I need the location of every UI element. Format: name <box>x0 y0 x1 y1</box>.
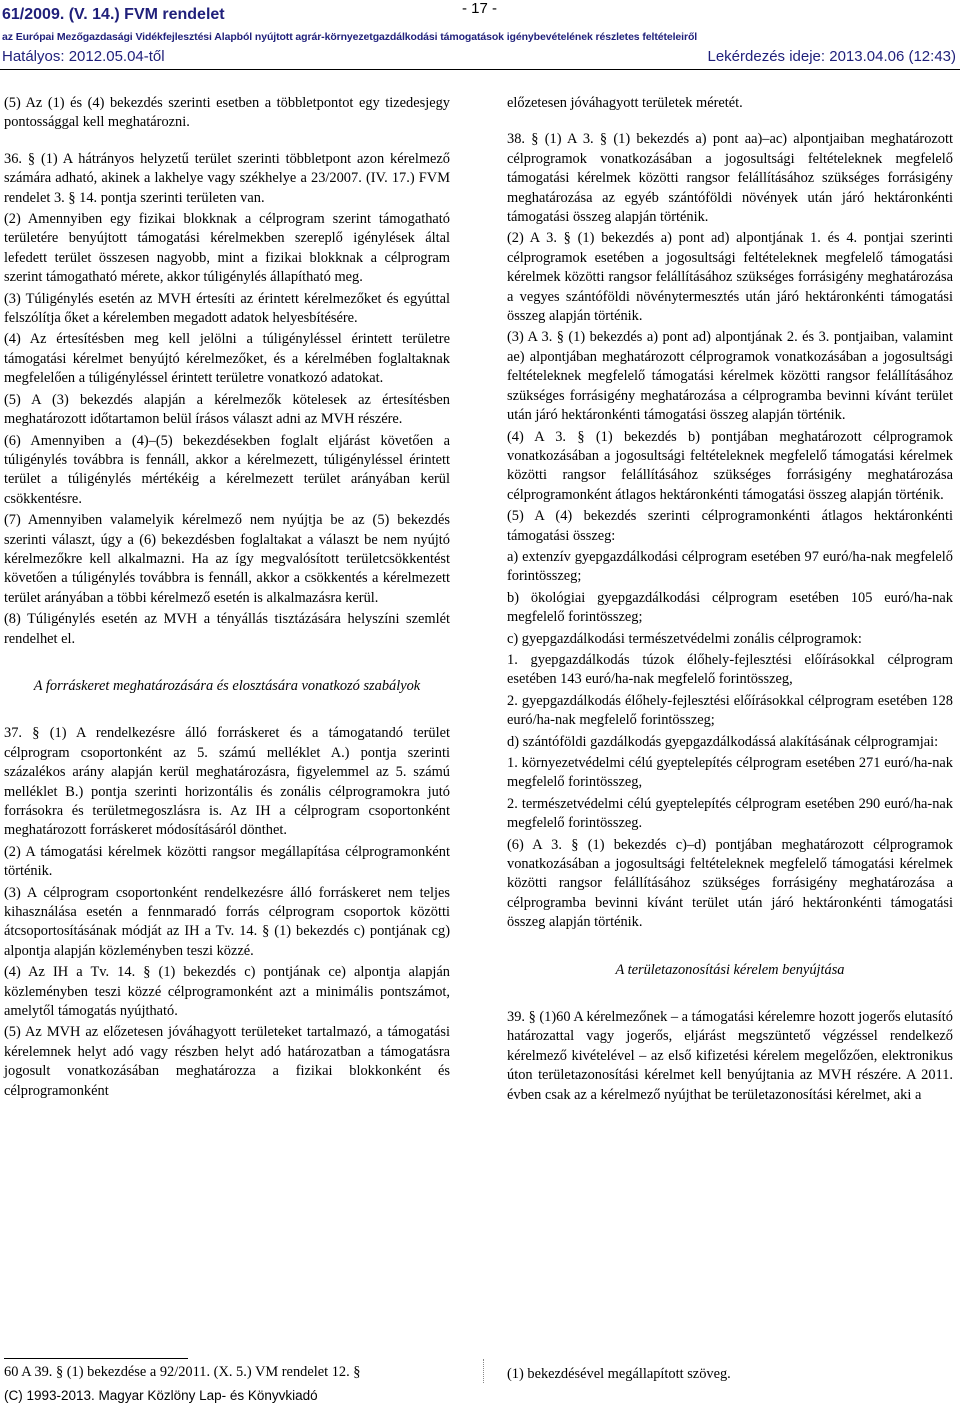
header-divider <box>0 69 960 70</box>
section-39-paragraph: 39. § (1)60 A kérelmezőnek – a támogatási kérelemre hozott jogerős elutasító határozattal vagy jogerős, eljárást megszüntető végzéssel rendelkező kérelmező kivételével – az első kifizetési kérelem megelőzően, elektronikus úton területazonosítási kérelmet kell benyújtania az MVH részére. A 2011. évben csak az a kérelmező nyújthat be területazonosítási kérelmet, aki a <box>507 1009 953 1103</box>
paragraph: (4) Az értesítésben meg kell jelölni a túligényléssel érintett területre támogatási kérelmet benyújtó kérelmezőket, és a kérelmében foglaltaknak megfelelően a túligényléssel érintett területre vonatkozó adatokat. <box>4 331 450 387</box>
footnote-column-separator <box>483 1359 485 1383</box>
paragraph: előzetesen jóváhagyott területek méretét. <box>507 95 743 111</box>
paragraph: (4) Az IH a Tv. 14. § (1) bekezdés c) pontjának ce) alpontja alapján közleményben teszi közzé célprogramonként azt a minimális pontszámot, amelytől támogatás nyújtható. <box>4 964 450 1020</box>
paragraph: (3) A 3. § (1) bekezdés a) pont ad) alpontjának 2. és 3. pontjaiban, valamint ae) alpontjában meghatározott célprogramok vonatkozásában a jogosultsági feltételeknek megfelelő támogatási kérelmek közötti rangsor felállításához szükséges forrásigény meghatározása a célprogramba bevinni kívánt terület után járó hektáronkénti támogatási összeg alapján történik. <box>507 329 953 424</box>
right-column <box>507 94 953 1107</box>
paragraph: (2) A támogatási kérelmek közötti rangsor megállapítása célprogramonként történik. <box>4 843 450 880</box>
list-item: d) szántóföldi gazdálkodás gyepgazdálkodássá alakításának célprogramjai: <box>507 733 939 750</box>
paragraph: (6) Amennyiben a (4)–(5) bekezdésekben foglalt eljárást követően a túligénylés továbbra is fennáll, akkor a kérelmezett, túligényléssel érintett terület a túligénylés mértékéig a kérelmezett terület arányában kerül csökkentésre. <box>4 432 450 507</box>
paragraph: (8) Túligénylés esetén az MVH a tényállás tisztázására helyszíni szemlét rendelhet el. <box>4 611 450 647</box>
paragraph: (5) Az (1) és (4) bekezdés szerinti esetben a többletpontot egy tizedesjegy pontossággal kell meghatározni. <box>4 95 450 131</box>
paragraph: (3) Túligénylés esetén az MVH értesíti az érintett kérelmezőket és egyúttal felszólítja őket a kérelemben megadott adatok helyesbítésére. <box>4 290 450 327</box>
paragraph: (4) A 3. § (1) bekezdés b) pontjában meghatározott célprogramok vonatkozásában a jogosultsági feltételeknek megfelelő támogatási kérelmek közötti rangsor felállításához szükséges forrásigény meghatározása célprogramonként átlagos hektáronkénti támogatási összeg alapján történik. <box>507 428 953 503</box>
paragraph: (5) A (4) bekezdés szerinti célprogramonkénti átlagos hektáronkénti támogatási összeg: <box>507 508 953 544</box>
section-heading: A területazonosítási kérelem benyújtása <box>615 961 845 978</box>
footnote-divider <box>4 1358 188 1359</box>
section-36-paragraph: 36. § (1) A hátrányos helyzetű terület szerinti többletpont azon kérelmező számára adható, akinek a lakhelye vagy székhelye a 23/2007. (IV. 17.) FVM rendelet 3. § 14. pontja szerinti területen van. <box>4 150 450 206</box>
paragraph: (5) A (3) bekezdés alapján a kérelmezők kötelesek az értesítésben meghatározott időtartamon belül írásos választ adni az MVH részére. <box>4 391 450 428</box>
copyright-notice: (C) 1993-2013. Magyar Közlöny Lap- és Könyvkiadó <box>4 1388 318 1403</box>
paragraph: (7) Amennyiben valamelyik kérelmező nem nyújtja be az (5) bekezdés szerinti választ, úgy a (6) bekezdésben foglaltakat a választ be nem nyújtó kérelmezőkre kell alkalmazni. Ha az így megvalósított területcsökkentést követően a túligénylés továbbra is fennáll, akkor a csökkentés a kérelmezett terület arányában a többi kérelmező esetén is alkalmazásra kerül. <box>4 512 450 606</box>
footnote-right: (1) bekezdésével megállapított szöveg. <box>507 1366 731 1382</box>
list-item: 2. gyepgazdálkodás élőhely-fejlesztési előírásokkal célprogram esetében 128 euró/ha-nak megfelelő forintösszeg; <box>507 692 953 729</box>
paragraph: (5) Az MVH az előzetesen jóváhagyott területeket tartalmazó, a támogatási kérelemnek helyt adó vagy részben helyt adó határozatban a támogatásra jogosult vonatkozásában meghatározza a fizikai blokkonként és célprogramonként <box>4 1024 450 1099</box>
paragraph: (6) A 3. § (1) bekezdés c)–d) pontjában meghatározott célprogramok vonatkozásában a jogosultsági feltételeknek megfelelő támogatási kérelmek közötti rangsor felállításához szükséges forrásigény meghatározása a célprogramba bevinni kívánt terület után járó hektáronkénti támogatási összeg alapján történik. <box>507 836 953 931</box>
list-item: c) gyepgazdálkodási természetvédelmi zonális célprogramok: <box>507 630 862 647</box>
paragraph: (2) A 3. § (1) bekezdés a) pont ad) alpontjának 1. és 4. pontjai szerinti célprogramok esetében a jogosultsági feltételeknek megfelelő támogatási kérelmek közötti rangsor felállításához szükséges forrásigény meghatározása a vegyes szántóföldi növénytermesztés után járó hektáronkénti támogatási összeg alapján történik. <box>507 230 953 325</box>
list-item: b) ökológiai gyepgazdálkodási célprogram esetében 105 euró/ha-nak megfelelő forintösszeg; <box>507 589 953 626</box>
section-37-paragraph: 37. § (1) A rendelkezésre álló forráskeret és a támogatandó terület célprogram csoportonként az 5. számú melléklet A.) pontja szerinti százalékos arány alapján kerül meghatározásra, figyelemmel az 5. számú melléklet B.) pontja szerinti horizontális és zonális célprogramokra jutó forrásokra és területmegoszlásra is. Az IH a célprogram csoportonként meghatározott forráskeret módosításáról dönthet. <box>4 725 450 839</box>
list-item: 1. környezetvédelmi célú gyeptelepítés célprogram esetében 271 euró/ha-nak megfelelő forintösszeg, <box>507 755 953 791</box>
page-number: - 17 - <box>462 0 498 17</box>
section-38-paragraph: 38. § (1) A 3. § (1) bekezdés a) pont aa)–ac) alpontjaiban meghatározott célprogramok vonatkozásában a jogosultsági feltételeknek megfelelő támogatási kérelmek közötti rangsor felállításához szükséges forrásigény meghatározása az egyéb szántóföldi növények után járó hektáronkénti támogatási összeg alapján történik. <box>507 131 953 226</box>
paragraph: (2) Amennyiben egy fizikai blokknak a célprogram szerint támogatható területére benyújtott támogatási kérelmekben szereplő igénylések által lefedett terület összesen nagyobb, mint a fizikai blokknak a célprogram szerint támogatható mérete, akkor túligénylés állapítható meg. <box>4 211 450 286</box>
list-item: 1. gyepgazdálkodás túzok élőhely-fejlesztési előírásokkal célprogram esetében 143 euró/ha-nak megfelelő forintösszeg, <box>507 651 953 688</box>
paragraph: (3) A célprogram csoportonként rendelkezésre álló forráskeret nem teljes kihasználása esetén a fennmaradó forrás célprogram csoportok közötti átcsoportosításának módját az IH a Tv. 14. § (1) bekezdés c) pontjának cg) alpontja alapján közleményben teszi közzé. <box>4 884 450 959</box>
validity-date: Hatályos: 2012.05.04-től <box>2 48 165 65</box>
document-title: 61/2009. (V. 14.) FVM rendelet <box>2 6 225 23</box>
query-time: Lekérdezés ideje: 2013.04.06 (12:43) <box>707 48 956 65</box>
list-item: a) extenzív gyepgazdálkodási célprogram esetében 97 euró/ha-nak megfelelő forintösszeg; <box>507 548 953 585</box>
list-item: 2. természetvédelmi célú gyeptelepítés célprogram esetében 290 euró/ha-nak megfelelő forintösszeg. <box>507 795 953 832</box>
document-subtitle: az Európai Mezőgazdasági Vidékfejlesztési Alapból nyújtott agrár-környezetgazdálkodási támogatások igénybevételének részletes feltételeiről <box>2 31 698 43</box>
footnote-left: 60 A 39. § (1) bekezdése a 92/2011. (X. 5.) VM rendelet 12. § <box>4 1364 361 1380</box>
page-header <box>0 0 960 70</box>
left-column <box>4 94 450 1103</box>
section-heading: A forráskeret meghatározására és elosztására vonatkozó szabályok <box>33 677 421 694</box>
